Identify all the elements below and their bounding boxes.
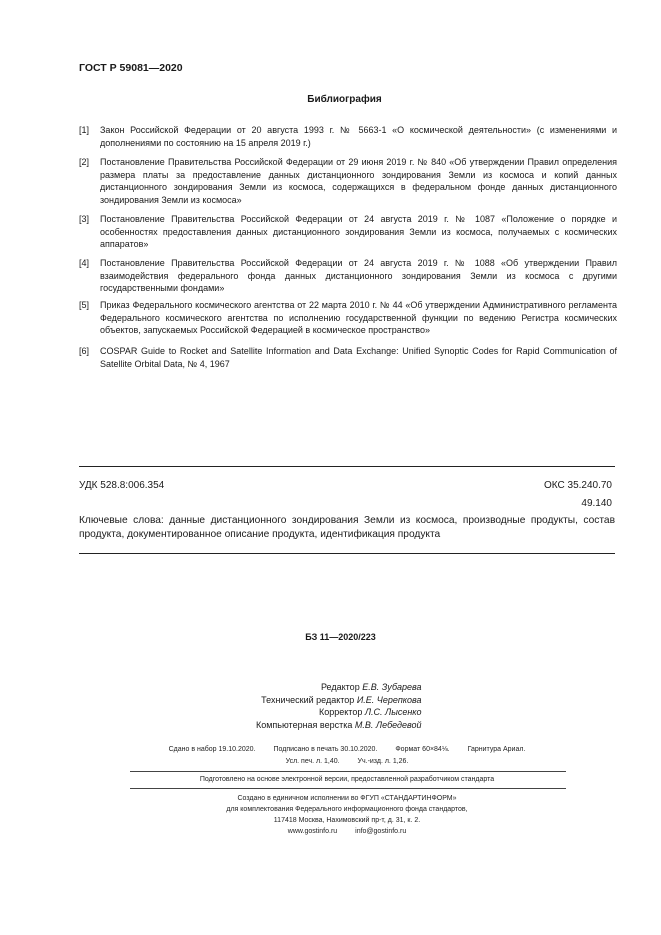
item-text: Приказ Федерального космического агентства от 22 марта 2010 г. № 44 «Об утверждении Административного регламента Федерального космического агентства по исполнению государственной функции по ведению Регистра космических объектов, запускаемых Российской Федерацией в космическое пространство» — [100, 300, 617, 336]
bibliography-item — [79, 345, 617, 370]
bz-number: БЗ 11—2020/223 — [305, 632, 376, 642]
bibliography-item — [79, 156, 617, 206]
signed-date: Подписано в печать 30.10.2020. — [273, 746, 378, 753]
divider — [79, 553, 615, 554]
imprint-line-2 — [79, 756, 615, 767]
prepared-note: Подготовлено на основе электронной версии, предоставленной разработчиком стандарта — [199, 776, 495, 783]
editor-name: Е.В. Зубарева — [362, 682, 422, 692]
keywords: Ключевые слова: данные дистанционного зондирования Земли из космоса, производные продукты, состав продукта, документированное описание продукта, идентификация продукта — [79, 515, 615, 540]
oks-code-secondary: 49.140 — [581, 498, 612, 509]
address: 117418 Москва, Нахимовский пр-т, д. 31, к. 2. — [273, 817, 421, 824]
bibliography-item — [79, 213, 617, 251]
editor-line — [256, 681, 422, 694]
typeface: Гарнитура Ариал. — [467, 746, 526, 753]
layout-line — [256, 719, 422, 732]
item-number: [1] — [79, 125, 90, 135]
imprint-line-1 — [79, 744, 615, 755]
bibliography-item — [79, 299, 617, 337]
bibliography-title: Библиография — [307, 94, 382, 105]
corrector-line — [256, 706, 422, 719]
print-sheets: Усл. печ. л. 1,40. — [285, 758, 340, 765]
paper-format: Формат 60×84⅛. — [395, 746, 450, 753]
layout-name: М.В. Лебедевой — [354, 719, 422, 730]
item-number: [5] — [79, 300, 90, 310]
item-text: Постановление Правительства Российской Федерации от 24 августа 2019 г. № 1088 «Об утверждении Правил взаимодействия федерального фонда данных дистанционного зондирования Земли из космоса с другими государственными фондами» — [100, 258, 617, 294]
oks-code: ОКС 35.240.70 — [544, 480, 612, 491]
item-number: [6] — [79, 346, 90, 356]
divider — [79, 466, 615, 467]
divider — [130, 771, 566, 772]
item-text: Постановление Правительства Российской Федерации от 29 июня 2019 г. № 840 «Об утверждении Правил определения размера платы за предоставление данных дистанционного зондирования Земли из космоса и копий данных дистанционного зондирования Земли из космоса, содержащихся в федеральном фонде данных дистанционного зондирования Земли из космоса» — [100, 157, 617, 205]
tech-editor-name: И.Е. Черепкова — [356, 694, 422, 705]
credits-block — [256, 681, 422, 731]
item-text: Закон Российской Федерации от 20 августа 1993 г. № 5663-1 «О космической деятельности» (с изменениями и дополнениями по состоянию на 15 апреля 2019 г.) — [100, 125, 617, 148]
created-line-2: для комплектования Федерального информационного фонда стандартов, — [226, 806, 468, 813]
corrector-label: Корректор — [319, 707, 363, 717]
divider — [130, 788, 566, 789]
item-text: COSPAR Guide to Rocket and Satellite Information and Data Exchange: Unified Synoptic Codes for Rapid Communication of Satellite Orbital Data, № 4, 1967 — [100, 346, 617, 369]
bibliography-item — [79, 124, 617, 149]
email-link[interactable]: info@gostinfo.ru — [355, 828, 407, 835]
tech-editor-line — [256, 694, 422, 707]
editor-label: Редактор — [320, 682, 360, 692]
item-text: Постановление Правительства Российской Федерации от 24 августа 2019 г. № 1087 «Положение о порядке и особенностях предоставления данных дистанционного зондирования Земли из космоса, получаемых с космических аппаратов» — [100, 214, 617, 250]
publication-sheets: Уч.-изд. л. 1,26. — [357, 758, 409, 765]
item-number: [4] — [79, 258, 90, 268]
item-number: [2] — [79, 157, 90, 167]
contacts-line — [79, 826, 615, 837]
corrector-name: Л.С. Лысенко — [364, 707, 422, 717]
item-number: [3] — [79, 214, 90, 224]
document-code: ГОСТ Р 59081—2020 — [79, 62, 183, 74]
tech-editor-label: Технический редактор — [261, 694, 355, 705]
layout-label: Компьютерная верстка — [256, 719, 353, 730]
udk-code: УДК 528.8:006.354 — [79, 480, 165, 491]
sent-date: Сдано в набор 19.10.2020. — [168, 746, 256, 753]
bibliography-item — [79, 257, 617, 295]
website-link[interactable]: www.gostinfo.ru — [287, 828, 338, 835]
created-line-1: Создано в единичном исполнении во ФГУП «СТАНДАРТИНФОРМ» — [237, 795, 457, 802]
